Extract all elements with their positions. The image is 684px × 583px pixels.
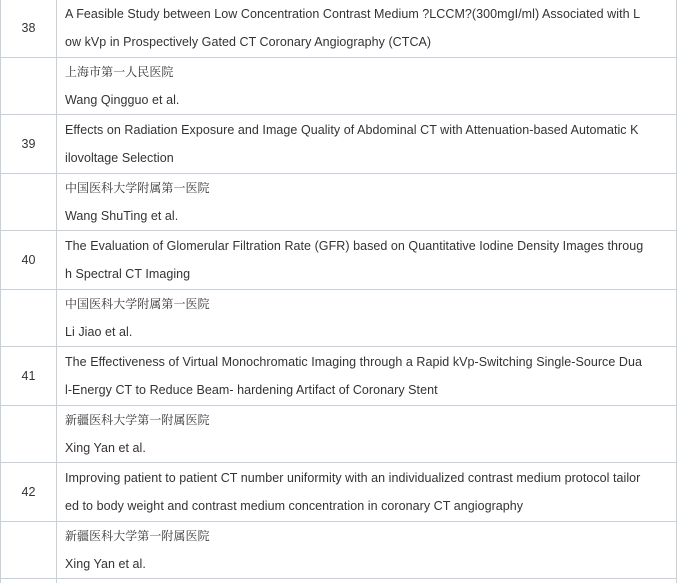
empty-number-cell <box>1 58 57 115</box>
empty-number-cell <box>1 406 57 463</box>
author-names: Xing Yan et al. <box>65 557 146 571</box>
empty-content-cell <box>57 579 677 583</box>
paper-number: 42 <box>1 463 57 522</box>
hospital-name: 新疆医科大学第一附属医院 <box>65 529 210 543</box>
paper-title-row <box>1 463 677 522</box>
paper-title-line-1: The Effectiveness of Virtual Monochromatic Imaging through a Rapid kVp-Switching Single-Source Dua <box>65 355 642 369</box>
paper-author-row <box>1 290 677 347</box>
paper-author-cell <box>57 290 677 347</box>
author-names: Wang ShuTing et al. <box>65 209 179 223</box>
paper-title-row <box>1 231 677 290</box>
paper-title-line-1: The Evaluation of Glomerular Filtration Rate (GFR) based on Quantitative Iodine Density Images throug <box>65 239 644 253</box>
empty-number-cell <box>1 579 57 583</box>
author-names: Xing Yan et al. <box>65 441 146 455</box>
paper-author-row <box>1 174 677 231</box>
paper-title-cell <box>57 231 677 290</box>
paper-title-row <box>1 0 677 58</box>
paper-title-cell <box>57 0 677 58</box>
hospital-name: 新疆医科大学第一附属医院 <box>65 413 210 427</box>
hospital-name: 中国医科大学附属第一医院 <box>65 297 210 311</box>
paper-author-cell <box>57 174 677 231</box>
paper-number: 40 <box>1 231 57 290</box>
empty-number-cell <box>1 290 57 347</box>
paper-number: 41 <box>1 347 57 406</box>
paper-title-line-2: ow kVp in Prospectively Gated CT Coronary Angiography (CTCA) <box>65 35 432 49</box>
paper-author-row <box>1 58 677 115</box>
paper-title-line-2: ilovoltage Selection <box>65 151 174 165</box>
paper-title-line-2: l-Energy CT to Reduce Beam- hardening Artifact of Coronary Stent <box>65 383 438 397</box>
empty-number-cell <box>1 174 57 231</box>
author-names: Wang Qingguo et al. <box>65 93 180 107</box>
paper-author-cell <box>57 406 677 463</box>
paper-number: 38 <box>1 0 57 58</box>
hospital-name: 上海市第一人民医院 <box>65 65 174 79</box>
empty-number-cell <box>1 522 57 579</box>
paper-title-row <box>1 347 677 406</box>
paper-author-cell <box>57 522 677 579</box>
table-row-cut-off <box>1 579 677 583</box>
hospital-name: 中国医科大学附属第一医院 <box>65 181 210 195</box>
paper-title-line-1: Improving patient to patient CT number uniformity with an individualized contrast medium protocol tailor <box>65 471 641 485</box>
paper-title-cell <box>57 115 677 174</box>
paper-number: 39 <box>1 115 57 174</box>
paper-title-line-2: ed to body weight and contrast medium concentration in coronary CT angiography <box>65 499 524 513</box>
paper-author-row <box>1 406 677 463</box>
paper-author-row <box>1 522 677 579</box>
paper-title-cell <box>57 347 677 406</box>
author-names: Li Jiao et al. <box>65 325 133 339</box>
paper-title-line-1: Effects on Radiation Exposure and Image Quality of Abdominal CT with Attenuation-based Automatic K <box>65 123 639 137</box>
paper-title-line-2: h Spectral CT Imaging <box>65 267 191 281</box>
paper-title-line-1: A Feasible Study between Low Concentration Contrast Medium ?LCCM?(300mgI/ml) Associated with L <box>65 7 641 21</box>
paper-title-row <box>1 115 677 174</box>
paper-author-cell <box>57 58 677 115</box>
paper-title-cell <box>57 463 677 522</box>
